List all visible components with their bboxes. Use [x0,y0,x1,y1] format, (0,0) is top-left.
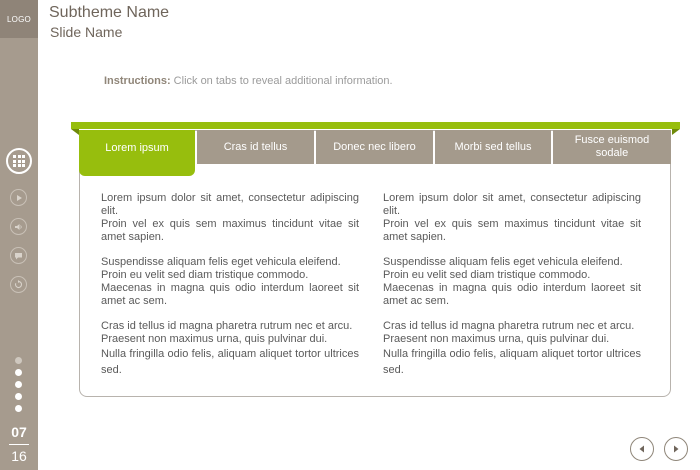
paragraph: Praesent non maximus urna, quis pulvinar dui. [383,333,610,345]
tab-bar-fold-right [672,129,680,135]
page-current: 07 [11,424,27,440]
arrow-left-icon [637,444,647,454]
volume-button[interactable] [10,218,27,235]
instructions [104,75,393,87]
tab-bar-fold-left [71,129,79,135]
grid-menu-icon [13,155,25,167]
paragraph: Lorem ipsum dolor sit amet, consectetur adipiscing elit. [101,192,359,217]
arrow-right-icon [671,444,681,454]
tab-bar-accent [71,122,680,129]
paragraph: Proin vel ex quis sem maximus tincidunt vitae sit amet sapien. [101,218,359,243]
tab-cras-id-tellus[interactable]: Cras id tellus [197,130,314,164]
tab-donec-nec-libero[interactable]: Donec nec libero [316,130,433,164]
paragraph: Suspendisse aliquam felis eget vehicula eleifend. [383,256,623,268]
logo: LOGO [0,0,38,38]
paragraph: Cras id tellus id magna pharetra rutrum nec et arcu. [383,320,635,332]
page-total: 16 [11,448,27,464]
paragraph: Nulla fringilla odio felis, aliquam aliquet tortor ultrices sed. [101,348,359,376]
volume-icon [14,223,23,231]
paragraph: Suspendisse aliquam felis eget vehicula eleifend. [101,256,341,268]
comment-icon [14,252,23,260]
page-dot[interactable] [15,393,22,400]
paragraph: Cras id tellus id magna pharetra rutrum nec et arcu. [101,320,353,332]
page-dot[interactable] [15,357,22,364]
paragraph: Proin eu velit sed diam tristique commodo. [101,269,309,281]
page-dot[interactable] [15,405,22,412]
paragraph: Maecenas in magna quis odio interdum laoreet sit amet ac sem. [101,282,359,307]
paragraph: Proin vel ex quis sem maximus tincidunt vitae sit amet sapien. [383,218,641,243]
page-divider [9,444,29,445]
replay-button[interactable] [10,276,27,293]
slide-title: Slide Name [50,24,123,40]
play-button[interactable] [10,189,27,206]
previous-button[interactable] [630,437,654,461]
page-dot[interactable] [15,369,22,376]
subtheme-title: Subtheme Name [49,4,170,21]
paragraph: Lorem ipsum dolor sit amet, consectetur adipiscing elit. [383,192,641,217]
paragraph: Proin eu velit sed diam tristique commodo. [383,269,591,281]
content-column-left [101,192,359,378]
comment-button[interactable] [10,247,27,264]
tab-morbi-sed-tellus[interactable]: Morbi sed tellus [435,130,551,164]
play-icon [15,194,23,202]
menu-button[interactable] [6,148,32,174]
tab-fusce-euismod-sodale[interactable]: Fusce euismod sodale [553,130,671,164]
replay-icon [14,280,23,289]
instructions-label: Instructions: [104,75,171,87]
tab-lorem-ipsum[interactable]: Lorem ipsum [79,130,195,176]
content-column-right [383,192,641,378]
page-dot[interactable] [15,381,22,388]
paragraph: Maecenas in magna quis odio interdum laoreet sit amet ac sem. [383,282,641,307]
next-button[interactable] [664,437,688,461]
sidebar [0,0,38,470]
paragraph: Praesent non maximus urna, quis pulvinar dui. [101,333,328,345]
paragraph: Nulla fringilla odio felis, aliquam aliquet tortor ultrices sed. [383,348,641,376]
instructions-text: Click on tabs to reveal additional information. [170,75,393,87]
